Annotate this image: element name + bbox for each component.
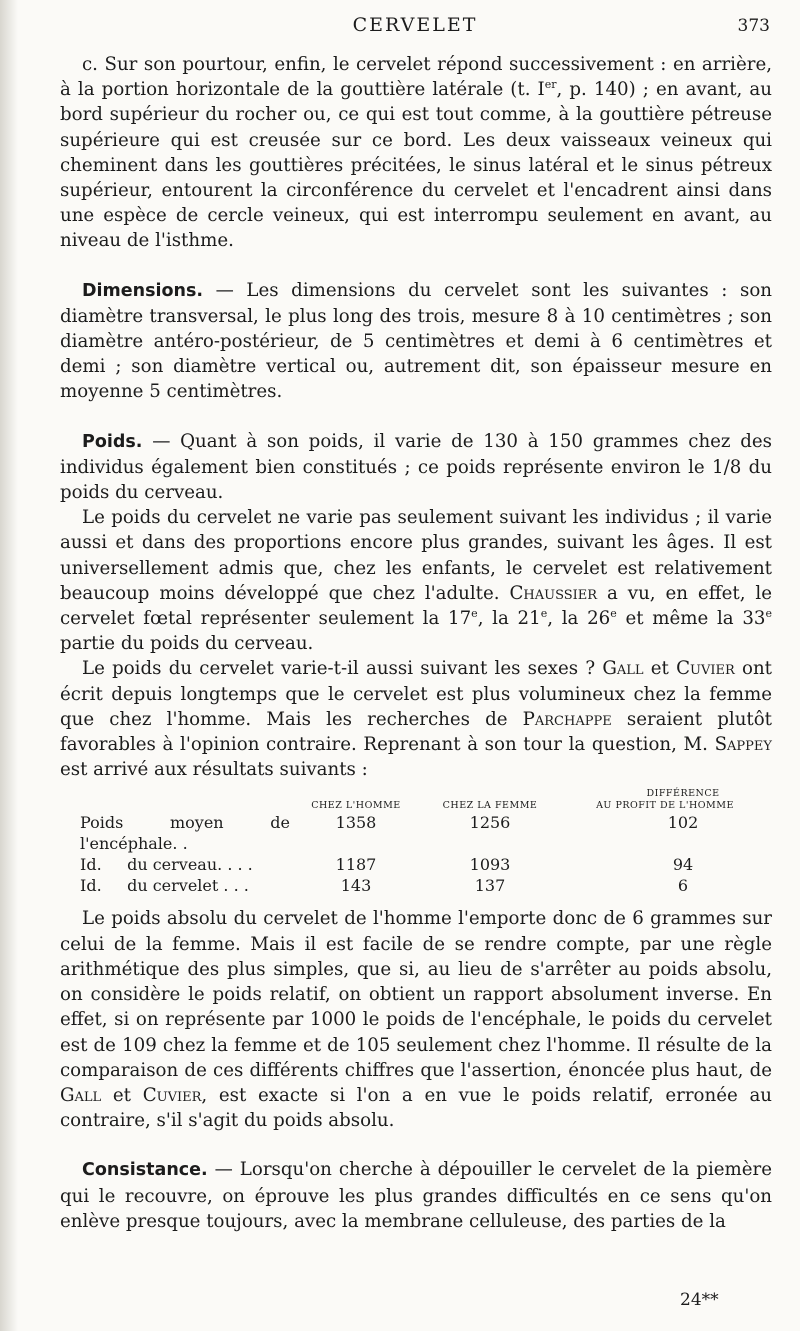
text-span: seraient plutôt favorables à l'opinion contraire. Reprenant à son tour la question, M. [60, 708, 772, 756]
section-heading-dimensions: Dimensions. [82, 280, 204, 301]
signature-mark: 24** [680, 1290, 719, 1310]
section-heading-poids: Poids. [82, 431, 143, 452]
author-name: Chaussier [509, 582, 598, 604]
cell-femme: 1093 [469, 855, 511, 875]
table-row [60, 812, 772, 854]
row-label: Id. du cervelet . . . [80, 876, 249, 896]
text-span: est arrivé aux résultats suivants : [60, 759, 368, 781]
cell-difference-wrap [558, 854, 772, 875]
paragraph-consistance [60, 1157, 772, 1234]
paragraph-dimensions [60, 278, 772, 405]
superscript: e [610, 607, 617, 620]
text-span: Le poids du cervelet varie-t-il aussi suivant les sexes ? [82, 658, 603, 680]
paragraph-poids [60, 429, 772, 506]
header-difference-line2: AU PROFIT DE L'HOMME [596, 800, 734, 812]
running-title: CERVELET [352, 14, 478, 36]
text-span: et [101, 1084, 143, 1106]
table-header [60, 788, 772, 812]
cell-difference-wrap [558, 875, 772, 896]
text-span: — Les dimensions du cervelet sont les suivantes : son diamètre transversal, le plus long des trois, mesure 8 à 10 centimètres ; son diamètre antéro-postérieur, de 5 centimètres et demi à 6 centimètres et demi ; son diamètre vertical ou, autrement dit, son épaisseur mesure en moyenne 5 centimètres. [60, 279, 772, 403]
cell-femme: 1256 [469, 813, 511, 833]
superscript: e [471, 607, 478, 620]
text-span: Le poids du cervelet ne varie pas seulement suivant les individus ; il varie aussi et dans des proportions encore plus grandes, suivant les âges. Il est universellement admis que, chez les enfants, le cervelet est relativement beaucoup moins développé que chez l'adulte. [60, 507, 772, 604]
paragraph-pourtour [60, 52, 772, 254]
binding-shadow [0, 0, 18, 1331]
text-span: et même la 33 [616, 608, 766, 630]
weights-table [60, 788, 772, 896]
text-span: , est exacte si l'on a en vue le poids relatif, erronée au contraire, s'il s'agit du poids absolu. [60, 1084, 772, 1132]
header-difference-line1: DIFFÉRENCE [646, 788, 720, 800]
row-label: Id. du cerveau. . . . [80, 855, 253, 875]
author-name: Gall [602, 658, 644, 680]
cell-difference-wrap [558, 812, 772, 854]
cell-homme: 1358 [335, 813, 377, 833]
text-span: et [643, 658, 677, 680]
cell-difference: 6 [677, 876, 689, 896]
text-span: — Lorsqu'on cherche à dépouiller le cervelet de la piemère qui le recouvre, on éprouve les plus grandes difficultés en ce sens qu'on enlève presque toujours, avec la membrane celluleuse, des parties de la [60, 1159, 772, 1232]
author-name: Gall [60, 1084, 102, 1106]
row-label-cell [60, 854, 290, 875]
body-text [60, 52, 772, 1234]
cell-homme: 1187 [335, 855, 377, 875]
table-row [60, 854, 772, 875]
running-head [60, 14, 770, 44]
text-span: , la 26 [547, 608, 611, 630]
header-difference [558, 788, 772, 812]
text-span: Le poids absolu du cervelet de l'homme l'emporte donc de 6 grammes sur celui de la femme. Mais il est facile de se rendre compte, par une règle arithmétique des plus simples, que si, au lieu de s'arrêter au poids absolu, on considère le poids relatif, on obtient un rapport absolument inverse. En effet, si on représente par 1000 le poids de l'encéphale, le poids du cervelet est de 109 chez la femme et de 105 seulement chez l'homme. Il résulte de la comparaison de ces différents chiffres que l'assertion, énoncée plus haut, de [60, 908, 772, 1081]
page-number: 373 [737, 16, 770, 36]
cell-difference: 94 [672, 855, 694, 875]
superscript: e [765, 607, 772, 620]
paragraph-poids-age [60, 505, 772, 656]
author-name: Parchappe [522, 708, 612, 730]
text-span: partie du poids du cerveau. [60, 633, 314, 655]
row-label-cell [60, 812, 290, 854]
author-name: Sappey [714, 734, 772, 756]
text-span: ont écrit depuis longtemps que le cervelet est plus volumineux chez la femme que chez l'homme. Mais les recherches de [60, 658, 772, 730]
row-label: Poids moyen de l'encéphale. . [80, 813, 290, 854]
header-femme: CHEZ LA FEMME [442, 800, 538, 812]
cell-difference: 102 [667, 813, 699, 833]
cell-homme: 143 [340, 876, 372, 896]
superscript: er [544, 78, 557, 92]
row-label-cell [60, 875, 290, 896]
text-span: , la 21 [477, 608, 541, 630]
author-name: Cuvier [676, 658, 735, 680]
paragraph-poids-sexe [60, 656, 772, 782]
section-heading-consistance: Consistance. [82, 1160, 208, 1181]
header-homme: CHEZ L'HOMME [311, 800, 401, 812]
text-span: c. Sur son pourtour, enfin, le cervelet répond successivement : en arrière, à la portion horizontale de la gouttière latérale (t. I [60, 54, 772, 101]
author-name: Cuvier [142, 1084, 202, 1106]
table-row [60, 875, 772, 896]
text-span: — Quant à son poids, il varie de 130 à 150 grammes chez des individus également bien constitués ; ce poids représente environ le 1/8 du poids du cerveau. [60, 430, 772, 504]
text-span: a vu, en effet, le cervelet fœtal représenter seulement la 17 [60, 582, 772, 630]
cell-femme: 137 [474, 876, 506, 896]
paragraph-poids-relatif [60, 906, 772, 1133]
superscript: e [540, 607, 548, 620]
text-span: , p. 140) ; en avant, au bord supérieur du rocher ou, ce qui est tout comme, à la gouttière pétreuse supérieure qui est creusée sur ce bord. Les deux vaisseaux veineux qui cheminent dans les gouttières précitées, le sinus latéral et le sinus pétreux supérieur, entourent la circonférence du cervelet et l'encadrent ainsi dans une espèce de cercle veineux, qui est interrompu seulement en avant, au niveau de l'isthme. [60, 79, 772, 252]
